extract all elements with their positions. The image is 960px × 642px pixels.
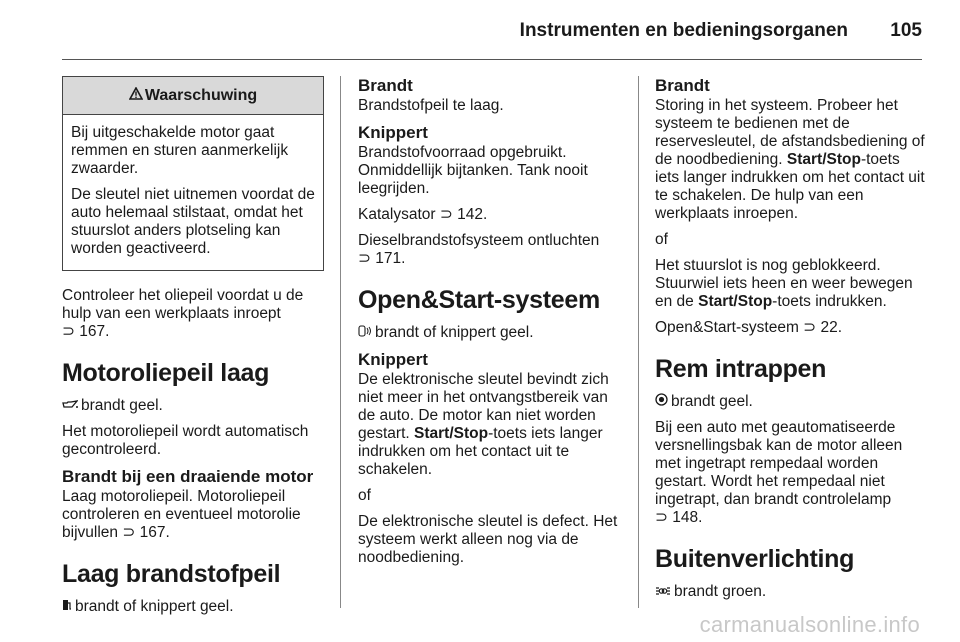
- sub-heading: Knippert: [358, 123, 428, 142]
- paragraph: Open&Start-systeem ⊃ 22.: [655, 319, 843, 336]
- paragraph: Storing in het systeem. Probeer het systeem te bedienen met de reservesleutel, de afstandsbediening of de noodbediening. Start/Stop-toets iets langer indrukken om het contact uit te schakelen. De hulp van een werkplaats inroepen.: [655, 97, 925, 222]
- reference-arrow-icon: ⊃: [655, 509, 673, 526]
- section-heading: Rem intrappen: [655, 355, 827, 383]
- section-heading: Motoroliepeil laag: [62, 359, 270, 387]
- paragraph: Het stuurslot is nog geblokkeerd. Stuurwiel iets heen en weer bewegen en de Start/Stop-toets indrukken.: [655, 257, 913, 310]
- sub-heading: Brandt: [655, 76, 710, 95]
- fuel-pump-icon: [62, 598, 72, 616]
- paragraph: of: [655, 231, 668, 248]
- paragraph: brandt geel.: [62, 397, 324, 415]
- oil-can-icon: [62, 397, 78, 415]
- reference-arrow-icon: ⊃: [122, 524, 140, 541]
- paragraph: Het motoroliepeil wordt automatisch gecontroleerd.: [62, 423, 309, 458]
- section-heading: Laag brandstofpeil: [62, 560, 281, 588]
- sub-heading: Knippert: [358, 350, 428, 369]
- page-title: Instrumenten en bedieningsorganen: [519, 20, 848, 41]
- section-heading: Buitenverlichting: [655, 545, 855, 573]
- page-header: [0, 16, 960, 46]
- exterior-light-icon: [655, 583, 671, 601]
- column-2: [358, 76, 626, 575]
- section-heading: Open&Start-systeem: [358, 286, 600, 314]
- warning-triangle-icon: [129, 87, 143, 105]
- paragraph: Brandstofpeil te laag.: [358, 97, 504, 114]
- paragraph: Bij een auto met geautomatiseerde versnellingsbak kan de motor alleen met ingetrapt rempedaal worden gestart. Wordt het rempedaal niet ingetrapt, dan brandt controlelamp ⊃ 148.: [655, 419, 903, 526]
- column-divider: [638, 76, 639, 608]
- paragraph: Laag motoroliepeil. Motoroliepeil controleren en eventueel motorolie bijvullen ⊃ 167.: [62, 488, 301, 541]
- reference-arrow-icon: ⊃: [358, 250, 376, 267]
- paragraph: Controleer het oliepeil voordat u de hulp van een werkplaats inroept ⊃ 167.: [62, 287, 304, 340]
- paragraph: brandt of knippert geel.: [62, 598, 324, 616]
- warning-body: [63, 115, 323, 270]
- column-3: [655, 76, 925, 609]
- reference-arrow-icon: ⊃: [62, 323, 80, 340]
- warning-title: Waarschuwing: [144, 87, 258, 104]
- warning-para: De sleutel niet uitnemen voordat de auto helemaal stilstaat, omdat het stuurslot anders plotseling kan worden geactiveerd.: [71, 186, 315, 257]
- paragraph: De elektronische sleutel is defect. Het systeem werkt alleen nog via de noodbediening.: [358, 513, 618, 566]
- sub-heading: Brandt bij een draaiende motor: [62, 467, 314, 486]
- paragraph: brandt groen.: [655, 583, 925, 601]
- paragraph: Dieselbrandstofsysteem ontluchten ⊃ 171.: [358, 232, 600, 267]
- reference-arrow-icon: ⊃: [803, 319, 821, 336]
- paragraph: Brandstofvoorraad opgebruikt. Onmiddellijk bijtanken. Tank nooit leegrijden.: [358, 144, 588, 197]
- warning-box: [62, 76, 324, 271]
- warning-header: [63, 77, 323, 115]
- key-signal-icon: [358, 324, 372, 342]
- brake-pedal-icon: [655, 393, 668, 411]
- column-1: [62, 76, 324, 624]
- paragraph: De elektronische sleutel bevindt zich niet meer in het ontvangstbereik van de auto. De motor kan niet worden gestart. Start/Stop-toets iets langer indrukken om het contact uit te schakelen.: [358, 371, 609, 478]
- page-number: 105: [890, 20, 922, 41]
- reference-arrow-icon: ⊃: [439, 206, 458, 223]
- warning-para: Bij uitgeschakelde motor gaat remmen en sturen aanmerkelijk zwaarder.: [71, 124, 289, 177]
- paragraph: brandt of knippert geel.: [358, 324, 626, 342]
- sub-heading: Brandt: [358, 76, 413, 95]
- column-divider: [340, 76, 341, 608]
- header-rule: [62, 59, 922, 60]
- paragraph: Katalysator ⊃ 142.: [358, 206, 488, 223]
- paragraph: brandt geel.: [655, 393, 925, 411]
- watermark: carmanualsonline.info: [699, 612, 920, 637]
- paragraph: of: [358, 487, 371, 504]
